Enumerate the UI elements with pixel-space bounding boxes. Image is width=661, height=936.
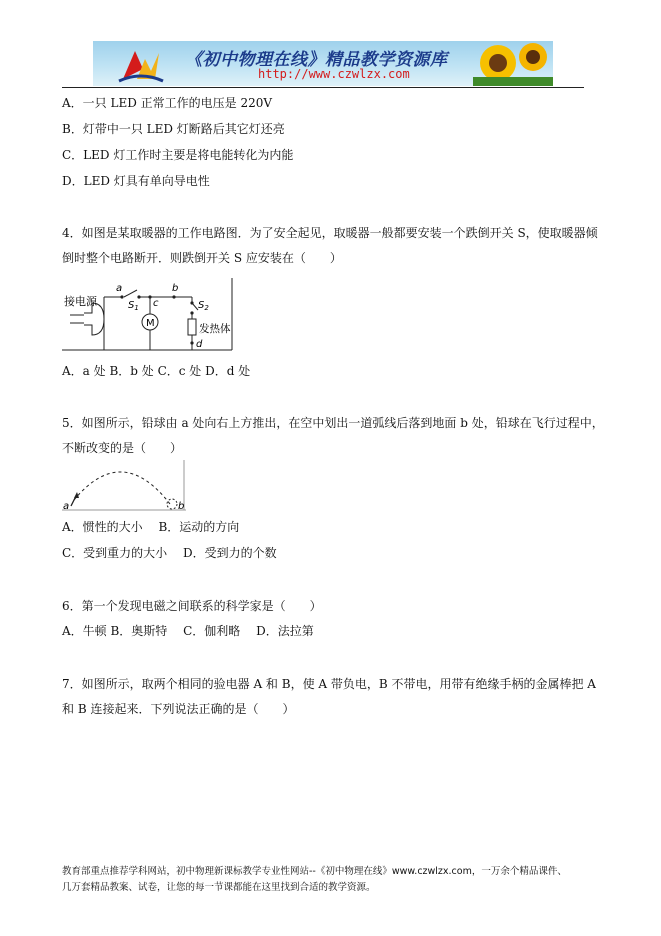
q5-options-line2: C．受到重力的大小 D．受到力的个数	[62, 546, 277, 560]
q4-label-b: b	[172, 283, 179, 294]
site-logo-icon	[119, 51, 163, 81]
q7-stem-line1: 7．如图所示，取两个相同的验电器 A 和 B，使 A 带负电，B 不带电，用带有绝缘手柄的金属棒把 A	[62, 677, 596, 691]
q4-stem-line2: 倒时整个电路断开．则跌倒开关 S 应安装在（ ）	[62, 251, 342, 265]
q5-label-b: b	[178, 501, 185, 512]
footer-line1: 教育部重点推荐学科网站，初中物理新课标教学专业性网站--《初中物理在线》www.czwlzx.com，一万余个精品课件、	[62, 866, 567, 877]
footer-line2: 几万套精品教案、试卷，让您的每一节课都能在这里找到合适的教学资源。	[62, 882, 376, 893]
header-banner	[93, 41, 553, 86]
q4-power-label: 接电源	[64, 295, 97, 308]
q3-option-c: C．LED 灯工作时主要是将电能转化为内能	[62, 148, 294, 162]
q3-option-a: A．一只 LED 正常工作的电压是 220V	[62, 96, 273, 110]
q4-heater-label: 发热体	[199, 323, 231, 335]
q7-stem-line2: 和 B 连接起来．下列说法正确的是（ ）	[62, 702, 295, 716]
q4-motor-label: M	[146, 318, 155, 329]
q4-options: A．a 处 B．b 处 C．c 处 D．d 处	[62, 364, 251, 378]
q4-stem-line1: 4．如图是某取暖器的工作电路图．为了安全起见，取暖器一般都要安装一个跌倒开关 S，使取暖器倾	[62, 226, 598, 240]
q3-option-d: D．LED 灯具有单向导电性	[62, 174, 210, 188]
q4-label-s2: $S_2$	[198, 300, 209, 312]
shot-ball-icon	[167, 499, 177, 509]
sunflower-image	[473, 43, 553, 86]
header-divider	[62, 87, 584, 88]
q5-stem-line1: 5．如图所示，铅球由 a 处向右上方推出，在空中划出一道弧线后落到地面 b 处，铅球在飞行过程中，	[62, 416, 604, 430]
arrow-icon	[71, 492, 79, 506]
q5-options-line1: A．惯性的大小 B．运动的方向	[62, 520, 240, 534]
q6-options: A．牛顿 B．奥斯特 C．伽利略 D．法拉第	[62, 624, 314, 638]
q4-label-s1: $S_1$	[128, 300, 139, 312]
banner-url[interactable]: http://www.czwlzx.com	[258, 67, 410, 81]
q4-label-a: a	[116, 283, 123, 294]
q5-label-a: a	[63, 501, 70, 512]
q5-stem-line2: 不断改变的是（ ）	[62, 441, 183, 455]
q5-trajectory-diagram	[62, 460, 186, 516]
q4-label-c: c	[153, 298, 159, 309]
q6-stem: 6．第一个发现电磁之间联系的科学家是（ ）	[62, 599, 322, 613]
q4-circuit-diagram	[62, 277, 234, 353]
q3-option-b: B．灯带中一只 LED 灯断路后其它灯还亮	[62, 122, 285, 136]
page-footer	[62, 864, 602, 896]
banner-title: 《初中物理在线》精品教学资源库	[185, 50, 448, 70]
q4-label-d: d	[196, 339, 203, 350]
